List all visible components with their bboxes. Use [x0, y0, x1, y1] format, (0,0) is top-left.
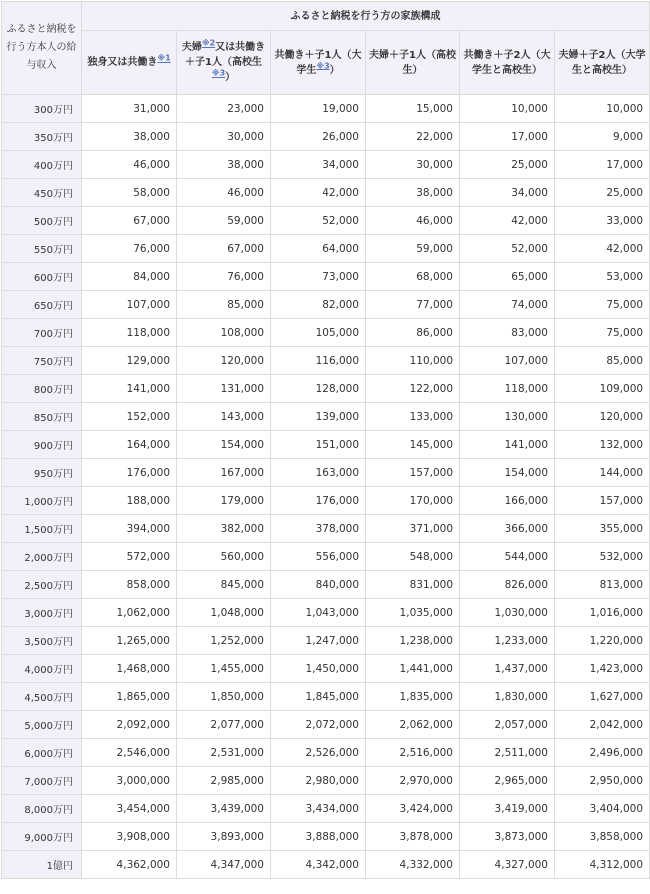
limit-cell: 2,042,000 — [555, 711, 650, 739]
limit-cell: 1,835,000 — [366, 683, 460, 711]
limit-cell: 38,000 — [82, 123, 177, 151]
limit-cell: 1,062,000 — [82, 599, 177, 627]
limit-cell: 58,000 — [82, 179, 177, 207]
limit-cell: 831,000 — [366, 571, 460, 599]
limit-cell: 179,000 — [177, 487, 271, 515]
limit-cell: 23,000 — [177, 95, 271, 123]
limit-cell: 1,437,000 — [460, 655, 555, 683]
table-row — [2, 207, 650, 235]
limit-cell: 68,000 — [366, 263, 460, 291]
income-cell: 2,000万円 — [2, 543, 82, 571]
limit-cell: 176,000 — [82, 459, 177, 487]
limit-cell: 46,000 — [177, 179, 271, 207]
limit-cell: 3,873,000 — [460, 823, 555, 851]
limit-cell: 3,419,000 — [460, 795, 555, 823]
income-cell: 9,000万円 — [2, 823, 82, 851]
limit-cell: 31,000 — [82, 95, 177, 123]
limit-cell: 26,000 — [271, 123, 366, 151]
column-header-single: 独身又は共働き$^{※1}$ — [82, 31, 177, 95]
limit-cell: 64,000 — [271, 235, 366, 263]
limit-cell: 2,516,000 — [366, 739, 460, 767]
table-row — [2, 739, 650, 767]
limit-cell: 42,000 — [271, 179, 366, 207]
limit-cell: 143,000 — [177, 403, 271, 431]
limit-cell: 75,000 — [555, 319, 650, 347]
limit-cell: 141,000 — [82, 375, 177, 403]
income-cell: 550万円 — [2, 235, 82, 263]
limit-cell: 163,000 — [271, 459, 366, 487]
limit-cell: 382,000 — [177, 515, 271, 543]
limit-cell: 83,000 — [460, 319, 555, 347]
limit-cell: 2,496,000 — [555, 739, 650, 767]
limit-cell: 2,965,000 — [460, 767, 555, 795]
limit-cell: 75,000 — [555, 291, 650, 319]
limit-cell: 4,312,000 — [555, 851, 650, 879]
limit-cell: 1,043,000 — [271, 599, 366, 627]
table-row — [2, 235, 650, 263]
limit-cell: 157,000 — [366, 459, 460, 487]
limit-cell: 132,000 — [555, 431, 650, 459]
limit-cell: 378,000 — [271, 515, 366, 543]
limit-cell: 813,000 — [555, 571, 650, 599]
table-row — [2, 263, 650, 291]
limit-cell: 151,000 — [271, 431, 366, 459]
income-cell: 600万円 — [2, 263, 82, 291]
limit-cell: 139,000 — [271, 403, 366, 431]
limit-cell: 544,000 — [460, 543, 555, 571]
note-link-2[interactable]: ※2 — [201, 38, 216, 48]
table-row — [2, 179, 650, 207]
income-cell: 900万円 — [2, 431, 82, 459]
table-row — [2, 543, 650, 571]
limit-cell: 34,000 — [271, 151, 366, 179]
limit-cell: 3,434,000 — [271, 795, 366, 823]
limit-cell: 65,000 — [460, 263, 555, 291]
income-cell: 6,000万円 — [2, 739, 82, 767]
column-header-couple-two-children: 夫婦＋子2人（大学生と高校生） — [555, 31, 650, 95]
limit-cell: 1,035,000 — [366, 599, 460, 627]
limit-cell: 1,247,000 — [271, 627, 366, 655]
table-body — [2, 95, 650, 879]
limit-cell: 129,000 — [82, 347, 177, 375]
limit-cell: 3,454,000 — [82, 795, 177, 823]
limit-cell: 42,000 — [555, 235, 650, 263]
income-cell: 500万円 — [2, 207, 82, 235]
table-row — [2, 515, 650, 543]
limit-cell: 118,000 — [82, 319, 177, 347]
limit-cell: 858,000 — [82, 571, 177, 599]
limit-cell: 38,000 — [366, 179, 460, 207]
limit-cell: 154,000 — [460, 459, 555, 487]
income-cell: 5,000万円 — [2, 711, 82, 739]
limit-cell: 17,000 — [460, 123, 555, 151]
limit-cell: 2,511,000 — [460, 739, 555, 767]
limit-cell: 1,865,000 — [82, 683, 177, 711]
family-composition-header: ふるさと納税を行う方の家族構成 — [82, 2, 650, 31]
table-row — [2, 655, 650, 683]
limit-cell: 1,850,000 — [177, 683, 271, 711]
table-row — [2, 599, 650, 627]
limit-cell: 2,546,000 — [82, 739, 177, 767]
limit-cell: 556,000 — [271, 543, 366, 571]
limit-cell: 30,000 — [177, 123, 271, 151]
limit-cell: 1,627,000 — [555, 683, 650, 711]
income-cell: 350万円 — [2, 123, 82, 151]
income-cell: 4,000万円 — [2, 655, 82, 683]
limit-cell: 77,000 — [366, 291, 460, 319]
limit-cell: 82,000 — [271, 291, 366, 319]
limit-cell: 1,030,000 — [460, 599, 555, 627]
limit-cell: 109,000 — [555, 375, 650, 403]
limit-cell: 34,000 — [460, 179, 555, 207]
limit-cell: 355,000 — [555, 515, 650, 543]
limit-cell: 52,000 — [460, 235, 555, 263]
table-row — [2, 683, 650, 711]
limit-cell: 17,000 — [555, 151, 650, 179]
table-row — [2, 151, 650, 179]
table-row — [2, 291, 650, 319]
income-header: ふるさと納税を行う方本人の給与収入 — [2, 2, 82, 95]
income-cell: 850万円 — [2, 403, 82, 431]
limit-cell: 4,347,000 — [177, 851, 271, 879]
table-row — [2, 851, 650, 879]
limit-cell: 4,327,000 — [460, 851, 555, 879]
income-cell: 4,500万円 — [2, 683, 82, 711]
limit-cell: 2,980,000 — [271, 767, 366, 795]
limit-cell: 4,362,000 — [82, 851, 177, 879]
table-row — [2, 571, 650, 599]
limit-cell: 118,000 — [460, 375, 555, 403]
limit-cell: 170,000 — [366, 487, 460, 515]
limit-cell: 2,985,000 — [177, 767, 271, 795]
limit-cell: 4,332,000 — [366, 851, 460, 879]
income-cell: 1,000万円 — [2, 487, 82, 515]
table-row — [2, 403, 650, 431]
limit-cell: 120,000 — [177, 347, 271, 375]
limit-cell: 30,000 — [366, 151, 460, 179]
column-header-couple-child-hs: 夫婦＋子1人（高校生） — [366, 31, 460, 95]
limit-cell: 548,000 — [366, 543, 460, 571]
limit-cell: 572,000 — [82, 543, 177, 571]
limit-cell: 85,000 — [555, 347, 650, 375]
limit-cell: 133,000 — [366, 403, 460, 431]
limit-cell: 2,526,000 — [271, 739, 366, 767]
limit-cell: 59,000 — [366, 235, 460, 263]
limit-cell: 107,000 — [82, 291, 177, 319]
limit-cell: 1,455,000 — [177, 655, 271, 683]
limit-cell: 4,342,000 — [271, 851, 366, 879]
limit-cell: 167,000 — [177, 459, 271, 487]
limit-cell: 371,000 — [366, 515, 460, 543]
limit-cell: 840,000 — [271, 571, 366, 599]
income-cell: 3,500万円 — [2, 627, 82, 655]
limit-cell: 3,888,000 — [271, 823, 366, 851]
limit-cell: 67,000 — [177, 235, 271, 263]
table-row — [2, 767, 650, 795]
limit-cell: 560,000 — [177, 543, 271, 571]
table-row — [2, 375, 650, 403]
limit-cell: 85,000 — [177, 291, 271, 319]
limit-cell: 845,000 — [177, 571, 271, 599]
limit-cell: 108,000 — [177, 319, 271, 347]
income-cell: 1億円 — [2, 851, 82, 879]
limit-cell: 1,423,000 — [555, 655, 650, 683]
income-cell: 1,500万円 — [2, 515, 82, 543]
limit-cell: 25,000 — [460, 151, 555, 179]
limit-cell: 3,404,000 — [555, 795, 650, 823]
income-cell: 3,000万円 — [2, 599, 82, 627]
limit-cell: 1,252,000 — [177, 627, 271, 655]
income-cell: 2,500万円 — [2, 571, 82, 599]
limit-cell: 2,062,000 — [366, 711, 460, 739]
limit-cell: 826,000 — [460, 571, 555, 599]
limit-cell: 9,000 — [555, 123, 650, 151]
table-row — [2, 347, 650, 375]
limit-cell: 144,000 — [555, 459, 650, 487]
table-row — [2, 711, 650, 739]
table-row — [2, 823, 650, 851]
income-cell: 800万円 — [2, 375, 82, 403]
income-cell: 8,000万円 — [2, 795, 82, 823]
limit-cell: 152,000 — [82, 403, 177, 431]
limit-cell: 67,000 — [82, 207, 177, 235]
limit-cell: 2,077,000 — [177, 711, 271, 739]
table-row — [2, 487, 650, 515]
limit-cell: 145,000 — [366, 431, 460, 459]
limit-cell: 25,000 — [555, 179, 650, 207]
limit-cell: 2,950,000 — [555, 767, 650, 795]
table-row — [2, 431, 650, 459]
limit-cell: 188,000 — [82, 487, 177, 515]
limit-cell: 141,000 — [460, 431, 555, 459]
limit-cell: 3,424,000 — [366, 795, 460, 823]
note-link-3[interactable]: ※3 — [211, 68, 226, 78]
limit-cell: 3,439,000 — [177, 795, 271, 823]
limit-cell: 394,000 — [82, 515, 177, 543]
limit-cell: 76,000 — [177, 263, 271, 291]
limit-cell: 1,441,000 — [366, 655, 460, 683]
limit-cell: 154,000 — [177, 431, 271, 459]
limit-cell: 46,000 — [82, 151, 177, 179]
income-cell: 400万円 — [2, 151, 82, 179]
column-header-dual-income-child-univ: 共働き＋子1人（大学生$^{※3}$） — [271, 31, 366, 95]
limit-cell: 130,000 — [460, 403, 555, 431]
limit-cell: 22,000 — [366, 123, 460, 151]
limit-cell: 2,072,000 — [271, 711, 366, 739]
limit-cell: 10,000 — [555, 95, 650, 123]
limit-cell: 176,000 — [271, 487, 366, 515]
limit-cell: 3,858,000 — [555, 823, 650, 851]
table-row — [2, 795, 650, 823]
income-cell: 450万円 — [2, 179, 82, 207]
table-row — [2, 627, 650, 655]
limit-cell: 131,000 — [177, 375, 271, 403]
limit-cell: 59,000 — [177, 207, 271, 235]
limit-cell: 120,000 — [555, 403, 650, 431]
income-cell: 7,000万円 — [2, 767, 82, 795]
table-row — [2, 459, 650, 487]
limit-cell: 157,000 — [555, 487, 650, 515]
limit-cell: 1,048,000 — [177, 599, 271, 627]
limit-cell: 3,893,000 — [177, 823, 271, 851]
column-header-couple: 夫婦$^{※2}$又は共働き＋子1人（高校生$^{※3}$） — [177, 31, 271, 95]
limit-cell: 52,000 — [271, 207, 366, 235]
limit-cell: 1,468,000 — [82, 655, 177, 683]
limit-cell: 532,000 — [555, 543, 650, 571]
limit-cell: 105,000 — [271, 319, 366, 347]
limit-cell: 10,000 — [460, 95, 555, 123]
limit-cell: 38,000 — [177, 151, 271, 179]
limit-cell: 1,830,000 — [460, 683, 555, 711]
limit-cell: 1,845,000 — [271, 683, 366, 711]
limit-cell: 53,000 — [555, 263, 650, 291]
limit-cell: 107,000 — [460, 347, 555, 375]
limit-cell: 164,000 — [82, 431, 177, 459]
limit-cell: 46,000 — [366, 207, 460, 235]
note-link-3b[interactable]: ※3 — [316, 61, 330, 71]
limit-cell: 19,000 — [271, 95, 366, 123]
table-row — [2, 123, 650, 151]
income-cell: 650万円 — [2, 291, 82, 319]
limit-cell: 1,265,000 — [82, 627, 177, 655]
limit-cell: 110,000 — [366, 347, 460, 375]
limit-cell: 1,220,000 — [555, 627, 650, 655]
limit-cell: 33,000 — [555, 207, 650, 235]
income-cell: 300万円 — [2, 95, 82, 123]
limit-cell: 86,000 — [366, 319, 460, 347]
furusato-tax-limit-table — [1, 1, 650, 879]
limit-cell: 1,016,000 — [555, 599, 650, 627]
limit-cell: 76,000 — [82, 235, 177, 263]
limit-cell: 84,000 — [82, 263, 177, 291]
limit-cell: 116,000 — [271, 347, 366, 375]
limit-cell: 74,000 — [460, 291, 555, 319]
limit-cell: 3,908,000 — [82, 823, 177, 851]
limit-cell: 42,000 — [460, 207, 555, 235]
income-cell: 750万円 — [2, 347, 82, 375]
limit-cell: 2,092,000 — [82, 711, 177, 739]
income-cell: 950万円 — [2, 459, 82, 487]
limit-cell: 73,000 — [271, 263, 366, 291]
limit-cell: 128,000 — [271, 375, 366, 403]
limit-cell: 3,000,000 — [82, 767, 177, 795]
limit-cell: 3,878,000 — [366, 823, 460, 851]
limit-cell: 15,000 — [366, 95, 460, 123]
limit-cell: 2,531,000 — [177, 739, 271, 767]
limit-cell: 2,970,000 — [366, 767, 460, 795]
limit-cell: 366,000 — [460, 515, 555, 543]
limit-cell: 2,057,000 — [460, 711, 555, 739]
note-link-1[interactable]: ※1 — [157, 53, 171, 63]
limit-cell: 122,000 — [366, 375, 460, 403]
table-row — [2, 319, 650, 347]
limit-cell: 166,000 — [460, 487, 555, 515]
column-header-dual-income-two-children: 共働き＋子2人（大学生と高校生） — [460, 31, 555, 95]
limit-cell: 1,233,000 — [460, 627, 555, 655]
table-row — [2, 95, 650, 123]
limit-cell: 1,238,000 — [366, 627, 460, 655]
income-cell: 700万円 — [2, 319, 82, 347]
limit-cell: 1,450,000 — [271, 655, 366, 683]
